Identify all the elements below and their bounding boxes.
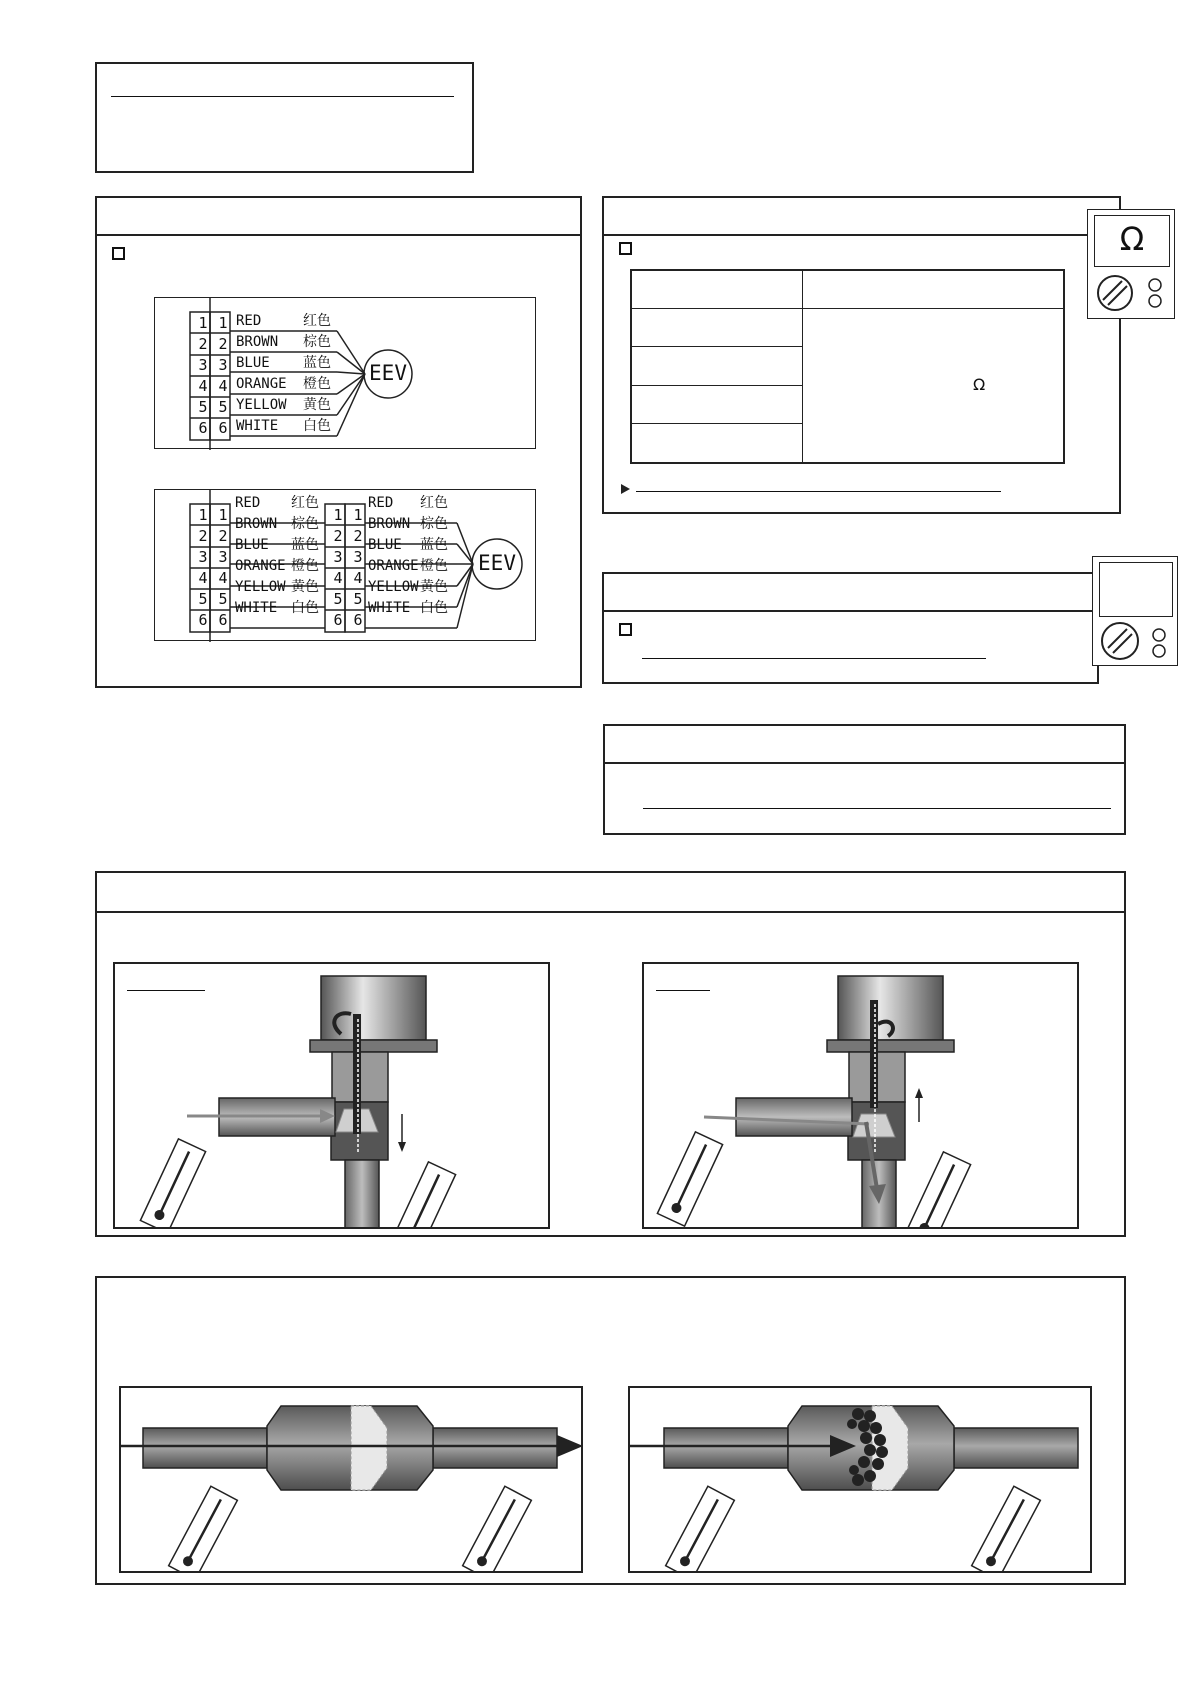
valve-closing-svg bbox=[115, 964, 550, 1229]
wire-label-cn: 橙色 bbox=[291, 558, 319, 574]
multimeter-dial bbox=[1093, 557, 1179, 667]
pin-label: 5 bbox=[218, 398, 228, 416]
pin-label: 3 bbox=[198, 548, 208, 566]
voltage-panel-header bbox=[604, 574, 1097, 612]
wire-label-cn: 橙色 bbox=[303, 376, 331, 392]
wire-label-orange: ORANGE bbox=[368, 558, 419, 574]
connector-diagram-extension bbox=[154, 489, 536, 641]
resistance-unit: Ω bbox=[973, 375, 986, 394]
wire-label-red: RED bbox=[236, 313, 262, 329]
checkbox-icon bbox=[619, 242, 632, 255]
pin-label: 6 bbox=[333, 611, 343, 629]
pin-label: 3 bbox=[353, 548, 363, 566]
pin-label: 2 bbox=[333, 527, 343, 545]
wire-label-cn: 黄色 bbox=[420, 579, 448, 595]
wire-label-white: WHITE bbox=[235, 600, 278, 616]
eev-label: EEV bbox=[478, 551, 516, 575]
voltage-underline bbox=[642, 658, 986, 659]
pin-label: 5 bbox=[353, 590, 363, 608]
info-panel bbox=[603, 724, 1126, 835]
checkbox-icon bbox=[619, 623, 632, 636]
multimeter-icon bbox=[1092, 556, 1178, 666]
pin-label: 2 bbox=[353, 527, 363, 545]
wire-label-blue: BLUE bbox=[235, 537, 269, 553]
valve-opening-svg bbox=[644, 964, 1079, 1229]
voltage-panel bbox=[602, 572, 1099, 684]
connector-diagram-single bbox=[154, 297, 536, 449]
wire-label-yellow: YELLOW bbox=[236, 397, 287, 413]
ohm-symbol: Ω bbox=[1119, 220, 1145, 258]
wire-label-cn: 红色 bbox=[291, 495, 319, 511]
wire-label-cn: 白色 bbox=[420, 600, 448, 616]
valve-operation-header bbox=[97, 873, 1124, 913]
title-underline bbox=[111, 96, 454, 97]
pin-label: 5 bbox=[198, 590, 208, 608]
pin-label: 4 bbox=[218, 377, 228, 395]
wiring-panel bbox=[95, 196, 582, 688]
pin-label: 2 bbox=[198, 335, 208, 353]
pin-label: 4 bbox=[218, 569, 228, 587]
pin-label: 5 bbox=[333, 590, 343, 608]
resistance-panel-header bbox=[604, 198, 1119, 236]
wire-label-cn: 蓝色 bbox=[303, 355, 331, 371]
valve-operation-panel bbox=[95, 871, 1126, 1237]
note-underline bbox=[636, 491, 1001, 492]
wire-label-cn: 蓝色 bbox=[420, 537, 448, 553]
valve-diagram-opening bbox=[642, 962, 1079, 1229]
wire-label-yellow: YELLOW bbox=[235, 579, 286, 595]
wire-label-cn: 棕色 bbox=[420, 516, 448, 532]
pin-label: 4 bbox=[333, 569, 343, 587]
wire-label-yellow: YELLOW bbox=[368, 579, 419, 595]
strainer-clogged-svg bbox=[630, 1388, 1092, 1573]
pin-label: 1 bbox=[333, 506, 343, 524]
pin-label: 6 bbox=[353, 611, 363, 629]
wire-label-cn: 白色 bbox=[303, 418, 331, 434]
wire-label-cn: 白色 bbox=[291, 600, 319, 616]
pin-label: 6 bbox=[218, 611, 228, 629]
pin-label: 1 bbox=[353, 506, 363, 524]
pin-label: 3 bbox=[333, 548, 343, 566]
info-underline bbox=[643, 808, 1111, 809]
pin-label: 1 bbox=[218, 314, 228, 332]
wire-label-cn: 蓝色 bbox=[291, 537, 319, 553]
wire-label-white: WHITE bbox=[368, 600, 411, 616]
wire-label-cn: 橙色 bbox=[420, 558, 448, 574]
pin-label: 4 bbox=[353, 569, 363, 587]
wire-label-cn: 红色 bbox=[303, 313, 331, 329]
pin-label: 2 bbox=[198, 527, 208, 545]
info-panel-header bbox=[605, 726, 1124, 764]
pin-label: 6 bbox=[218, 419, 228, 437]
strainer-diagram-clear bbox=[119, 1386, 583, 1573]
checkbox-icon bbox=[112, 247, 125, 260]
pin-label: 2 bbox=[218, 335, 228, 353]
wire-label-red: RED bbox=[235, 495, 261, 511]
pin-label: 4 bbox=[198, 569, 208, 587]
wire-label-blue: BLUE bbox=[368, 537, 402, 553]
wire-label-cn: 黄色 bbox=[291, 579, 319, 595]
title-box bbox=[95, 62, 474, 173]
strainer-panel bbox=[95, 1276, 1126, 1585]
wire-label-brown: BROWN bbox=[236, 334, 279, 350]
multimeter-dial bbox=[1088, 210, 1176, 320]
pin-label: 5 bbox=[218, 590, 228, 608]
wire-label-cn: 黄色 bbox=[303, 397, 331, 413]
pin-label: 1 bbox=[218, 506, 228, 524]
wire-label-orange: ORANGE bbox=[235, 558, 286, 574]
wiring-panel-header bbox=[97, 198, 580, 236]
eev-label: EEV bbox=[369, 361, 407, 385]
valve-diagram-closing bbox=[113, 962, 550, 1229]
resistance-table bbox=[630, 269, 1065, 464]
wire-label-white: WHITE bbox=[236, 418, 279, 434]
wire-label-brown: BROWN bbox=[235, 516, 278, 532]
wire-label-blue: BLUE bbox=[236, 355, 270, 371]
pin-label: 1 bbox=[198, 506, 208, 524]
pin-label: 5 bbox=[198, 398, 208, 416]
resistance-panel bbox=[602, 196, 1121, 514]
pin-label: 2 bbox=[218, 527, 228, 545]
wire-label-cn: 棕色 bbox=[291, 516, 319, 532]
wire-label-red: RED bbox=[368, 495, 394, 511]
pin-label: 6 bbox=[198, 419, 208, 437]
multimeter-ohm-icon bbox=[1087, 209, 1175, 319]
pin-label: 1 bbox=[198, 314, 208, 332]
wire-label-cn: 红色 bbox=[420, 495, 448, 511]
note-bullet-icon bbox=[621, 484, 630, 494]
strainer-diagram-clogged bbox=[628, 1386, 1092, 1573]
pin-label: 4 bbox=[198, 377, 208, 395]
wire-label-orange: ORANGE bbox=[236, 376, 287, 392]
wire-label-brown: BROWN bbox=[368, 516, 411, 532]
pin-label: 3 bbox=[218, 356, 228, 374]
pin-label: 3 bbox=[218, 548, 228, 566]
pin-label: 3 bbox=[198, 356, 208, 374]
wire-label-cn: 棕色 bbox=[303, 334, 331, 350]
strainer-clear-svg bbox=[121, 1388, 583, 1573]
pin-label: 6 bbox=[198, 611, 208, 629]
